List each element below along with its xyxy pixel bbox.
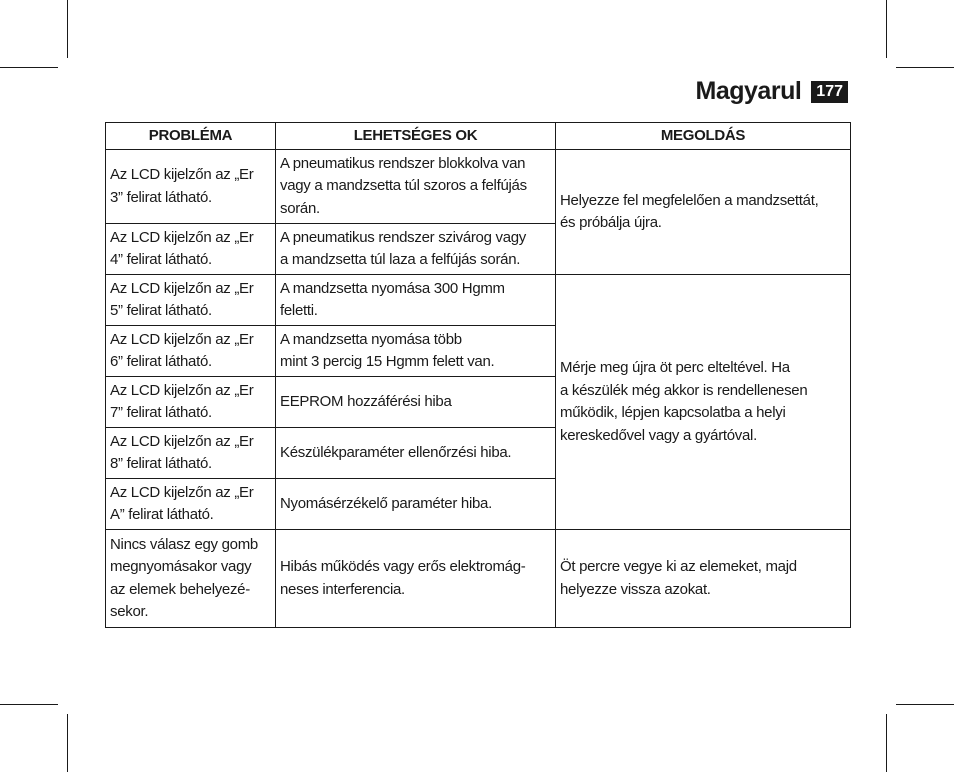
column-header-cause: LEHETSÉGES OK [276,123,556,150]
cause-cell: A mandzsetta nyomása 300 Hgmm feletti. [276,275,556,326]
problem-cell: Az LCD kijelzőn az „Er A” felirat látható. [106,479,276,530]
cause-cell: A pneumatikus rendszer szivárog vagy a mandzsetta túl laza a felfújás során. [276,224,556,275]
crop-mark [67,714,68,772]
crop-mark [886,714,887,772]
cause-cell: A mandzsetta nyomása több mint 3 percig 15 Hgmm felett van. [276,326,556,377]
table-header-row [106,123,851,150]
solution-cell: Mérje meg újra öt perc elteltével. Ha a készülék még akkor is rendellenesen működik, lépjen kapcsolatba a helyi kereskedővel vagy a gyártóval. [556,275,851,530]
troubleshooting-table [105,122,851,628]
page-title: Magyarul [695,77,802,105]
crop-mark [0,704,58,705]
problem-cell: Az LCD kijelzőn az „Er 5” felirat látható. [106,275,276,326]
crop-mark [896,704,954,705]
cause-cell: Készülékparaméter ellenőrzési hiba. [276,428,556,479]
crop-mark [886,0,887,58]
cause-cell: EEPROM hozzáférési hiba [276,377,556,428]
crop-mark [67,0,68,58]
table-row [106,150,851,224]
solution-cell: Öt percre vegye ki az elemeket, majd helyezze vissza azokat. [556,530,851,628]
table-row [106,275,851,326]
cause-cell: Nyomásérzékelő paraméter hiba. [276,479,556,530]
column-header-solution: MEGOLDÁS [556,123,851,150]
column-header-problem: PROBLÉMA [106,123,276,150]
problem-cell: Az LCD kijelzőn az „Er 8” felirat látható. [106,428,276,479]
problem-cell: Az LCD kijelzőn az „Er 4” felirat látható. [106,224,276,275]
crop-mark [896,67,954,68]
problem-cell: Nincs válasz egy gomb megnyomásakor vagy az elemek behelyezé- sekor. [106,530,276,628]
page-header [696,77,848,106]
table-row [106,530,851,628]
problem-cell: Az LCD kijelzőn az „Er 3” felirat látható. [106,150,276,224]
solution-cell: Helyezze fel megfelelően a mandzsettát, és próbálja újra. [556,150,851,275]
page-number-badge: 177 [811,81,848,103]
problem-cell: Az LCD kijelzőn az „Er 6” felirat látható. [106,326,276,377]
cause-cell: Hibás működés vagy erős elektromág- neses interferencia. [276,530,556,628]
crop-mark [0,67,58,68]
cause-cell: A pneumatikus rendszer blokkolva van vagy a mandzsetta túl szoros a felfújás során. [276,150,556,224]
problem-cell: Az LCD kijelzőn az „Er 7” felirat látható. [106,377,276,428]
